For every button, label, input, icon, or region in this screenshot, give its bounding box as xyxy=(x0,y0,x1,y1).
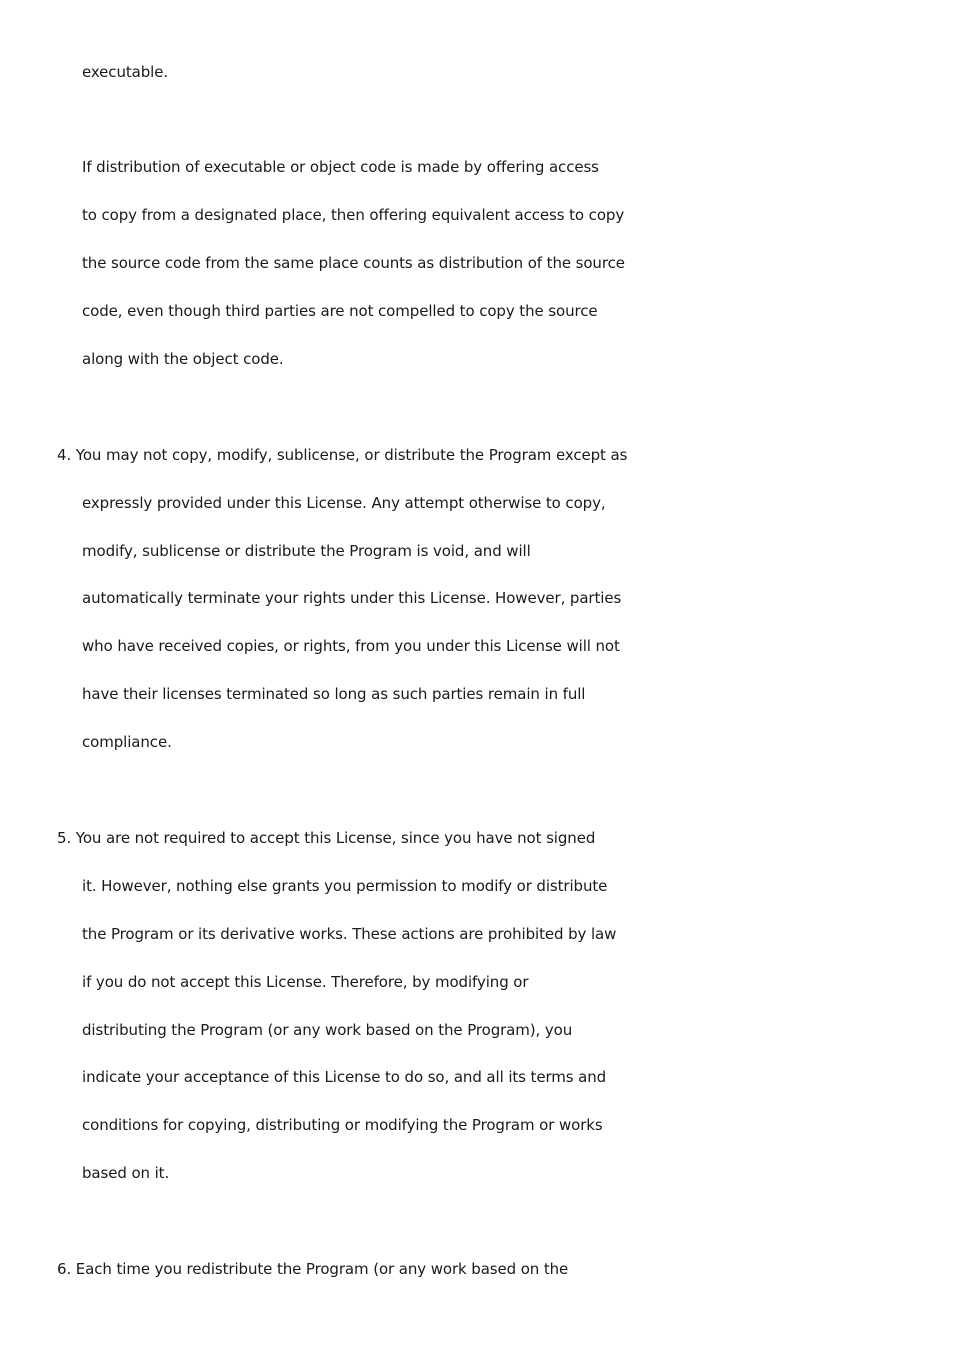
text-line: automatically terminate your rights under this License. However, parties xyxy=(82,589,622,607)
text-line: have their licenses terminated so long as such parties remain in full xyxy=(82,685,586,703)
text-line: who have received copies, or rights, from you under this License will not xyxy=(82,637,620,655)
text-line: the source code from the same place counts as distribution of the source xyxy=(82,254,625,272)
text-line: distributing the Program (or any work based on the Program), you xyxy=(82,1021,573,1039)
text-line: modify, sublicense or distribute the Program is void, and will xyxy=(82,542,531,560)
text-line: based on it. xyxy=(82,1164,170,1182)
text-line: compliance. xyxy=(82,733,172,751)
section-5-first-line: 5. You are not required to accept this License, since you have not signed xyxy=(57,829,596,847)
text-line: conditions for copying, distributing or modifying the Program or works xyxy=(82,1116,603,1134)
section-6-first-line: 6. Each time you redistribute the Program (or any work based on the xyxy=(57,1260,569,1278)
text-line: indicate your acceptance of this License to do so, and all its terms and xyxy=(82,1068,607,1086)
text-line: executable. xyxy=(82,63,169,81)
text-line: If distribution of executable or object code is made by offering access xyxy=(82,158,599,176)
text-line: to copy from a designated place, then offering equivalent access to copy xyxy=(82,206,625,224)
text-line: the Program or its derivative works. These actions are prohibited by law xyxy=(82,925,617,943)
text-line: if you do not accept this License. Therefore, by modifying or xyxy=(82,973,529,991)
text-line: expressly provided under this License. Any attempt otherwise to copy, xyxy=(82,494,606,512)
text-line: code, even though third parties are not compelled to copy the source xyxy=(82,302,598,320)
section-4-first-line: 4. You may not copy, modify, sublicense, or distribute the Program except as xyxy=(57,446,628,464)
text-line: along with the object code. xyxy=(82,350,284,368)
text-line: it. However, nothing else grants you permission to modify or distribute xyxy=(82,877,608,895)
